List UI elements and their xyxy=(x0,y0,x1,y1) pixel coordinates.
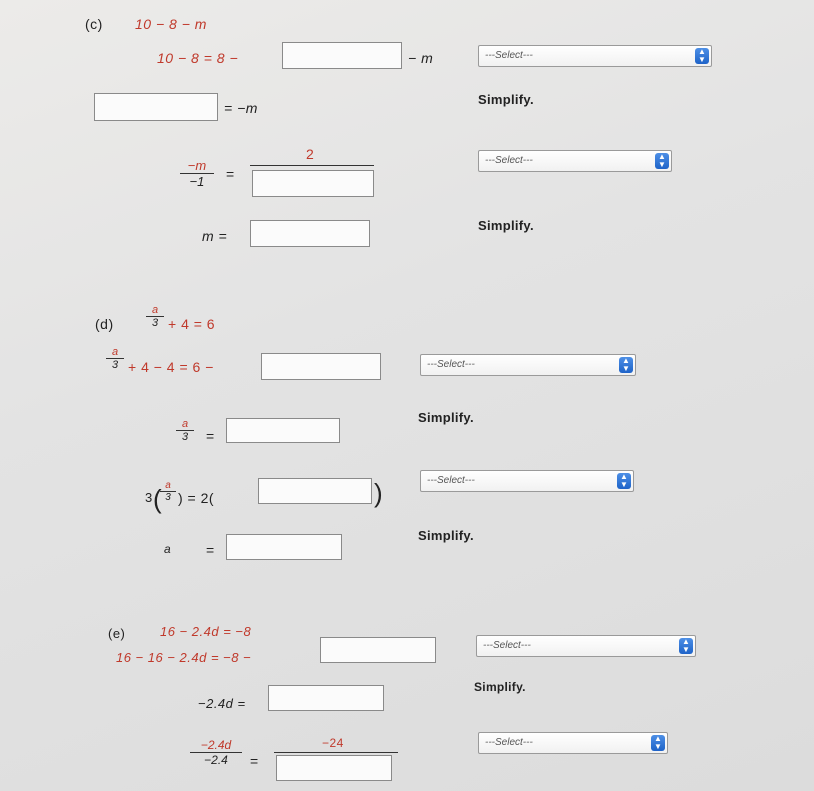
part-d-answer-input-3[interactable] xyxy=(258,478,372,504)
part-e-select-2[interactable] xyxy=(478,732,668,754)
select-placeholder: ---Select--- xyxy=(427,359,475,370)
fraction-bar xyxy=(274,752,398,753)
part-d-select-2[interactable] xyxy=(420,470,634,492)
paren-close: ) xyxy=(374,478,384,508)
select-placeholder: ---Select--- xyxy=(485,155,533,166)
part-c-fraction xyxy=(180,158,214,189)
part-e-label: (e) xyxy=(108,626,126,641)
part-e-select-1[interactable] xyxy=(476,635,696,657)
part-d-answer-input-2[interactable] xyxy=(226,418,340,443)
simplify-label: Simplify. xyxy=(474,680,526,694)
fraction-denominator: −2.4 xyxy=(204,753,228,767)
fraction-denominator: 3 xyxy=(181,431,189,443)
part-c-select-1[interactable] xyxy=(478,45,712,67)
equals-sign: = xyxy=(206,428,215,444)
part-d-fraction-1 xyxy=(146,304,164,329)
chevron-updown-icon: ▲ ▼ xyxy=(617,473,631,489)
part-d-mult-middle: ) = 2( xyxy=(178,490,215,506)
select-placeholder: ---Select--- xyxy=(485,50,533,61)
fraction-denominator: 3 xyxy=(165,492,171,503)
part-e-equation-3: −2.4d = xyxy=(198,696,246,711)
chevron-updown-icon: ▲ ▼ xyxy=(695,48,709,64)
part-c-equation-2-left: 10 − 8 = 8 − xyxy=(157,50,239,66)
chevron-updown-icon: ▲ ▼ xyxy=(679,638,693,654)
part-d-equation-1-rest: + 4 = 6 xyxy=(168,316,216,332)
simplify-label: Simplify. xyxy=(478,218,534,233)
select-placeholder: ---Select--- xyxy=(427,475,475,486)
part-d-equation-2-rest: + 4 − 4 = 6 − xyxy=(128,359,214,375)
select-placeholder: ---Select--- xyxy=(485,737,533,748)
part-c-m-equals: m = xyxy=(202,228,228,244)
chevron-updown-icon: ▲ ▼ xyxy=(651,735,665,751)
fraction-numerator: a xyxy=(146,304,164,317)
fraction-numerator: a xyxy=(176,418,194,431)
part-c-equation-2-right: − m xyxy=(408,50,434,66)
part-e-denominator-input[interactable] xyxy=(276,755,392,781)
part-d-fraction-2 xyxy=(106,346,124,371)
part-c-equation-1: 10 − 8 − m xyxy=(135,16,207,32)
part-d-a-answer-input[interactable] xyxy=(226,534,342,560)
fraction-numerator: −m xyxy=(180,158,214,174)
part-e-equation-2: 16 − 16 − 2.4d = −8 − xyxy=(116,650,252,665)
part-e-fraction xyxy=(190,738,242,767)
equals-sign: = xyxy=(226,166,235,182)
part-c-m-answer-input[interactable] xyxy=(250,220,370,247)
part-d-label: (d) xyxy=(95,316,114,332)
fraction-numerator: −2.4d xyxy=(190,738,242,753)
simplify-label: Simplify. xyxy=(418,528,474,543)
part-c-rhs-numerator: 2 xyxy=(306,146,315,162)
chevron-updown-icon: ▲ ▼ xyxy=(655,153,669,169)
part-c-answer-input-2[interactable] xyxy=(94,93,218,121)
fraction-denominator: 3 xyxy=(111,359,119,371)
part-d-fraction-3 xyxy=(176,418,194,443)
chevron-updown-icon: ▲ ▼ xyxy=(619,357,633,373)
part-d-answer-input-1[interactable] xyxy=(261,353,381,380)
part-c-label: (c) xyxy=(85,16,103,32)
part-e-answer-input-1[interactable] xyxy=(320,637,436,663)
part-d-fraction-4 xyxy=(160,480,176,503)
part-c-answer-input-1[interactable] xyxy=(282,42,402,69)
simplify-label: Simplify. xyxy=(418,410,474,425)
part-d-multiplier: 3 xyxy=(145,490,153,505)
fraction-denominator: 3 xyxy=(151,317,159,329)
part-e-equation-1: 16 − 2.4d = −8 xyxy=(160,624,252,639)
paren-open: ( xyxy=(153,484,163,514)
select-placeholder: ---Select--- xyxy=(483,640,531,651)
part-e-answer-input-2[interactable] xyxy=(268,685,384,711)
part-d-select-1[interactable] xyxy=(420,354,636,376)
equals-sign: = xyxy=(206,542,215,558)
part-c-select-2[interactable] xyxy=(478,150,672,172)
fraction-denominator: −1 xyxy=(189,174,205,189)
part-c-denominator-input[interactable] xyxy=(252,170,374,197)
fraction-bar xyxy=(250,165,374,166)
part-e-rhs-numerator: −24 xyxy=(322,736,344,750)
part-c-equation-3-right: = −m xyxy=(224,100,258,116)
equals-sign: = xyxy=(250,753,259,769)
simplify-label: Simplify. xyxy=(478,92,534,107)
part-d-a-variable: a xyxy=(164,542,172,556)
fraction-numerator: a xyxy=(160,480,176,492)
fraction-numerator: a xyxy=(106,346,124,359)
